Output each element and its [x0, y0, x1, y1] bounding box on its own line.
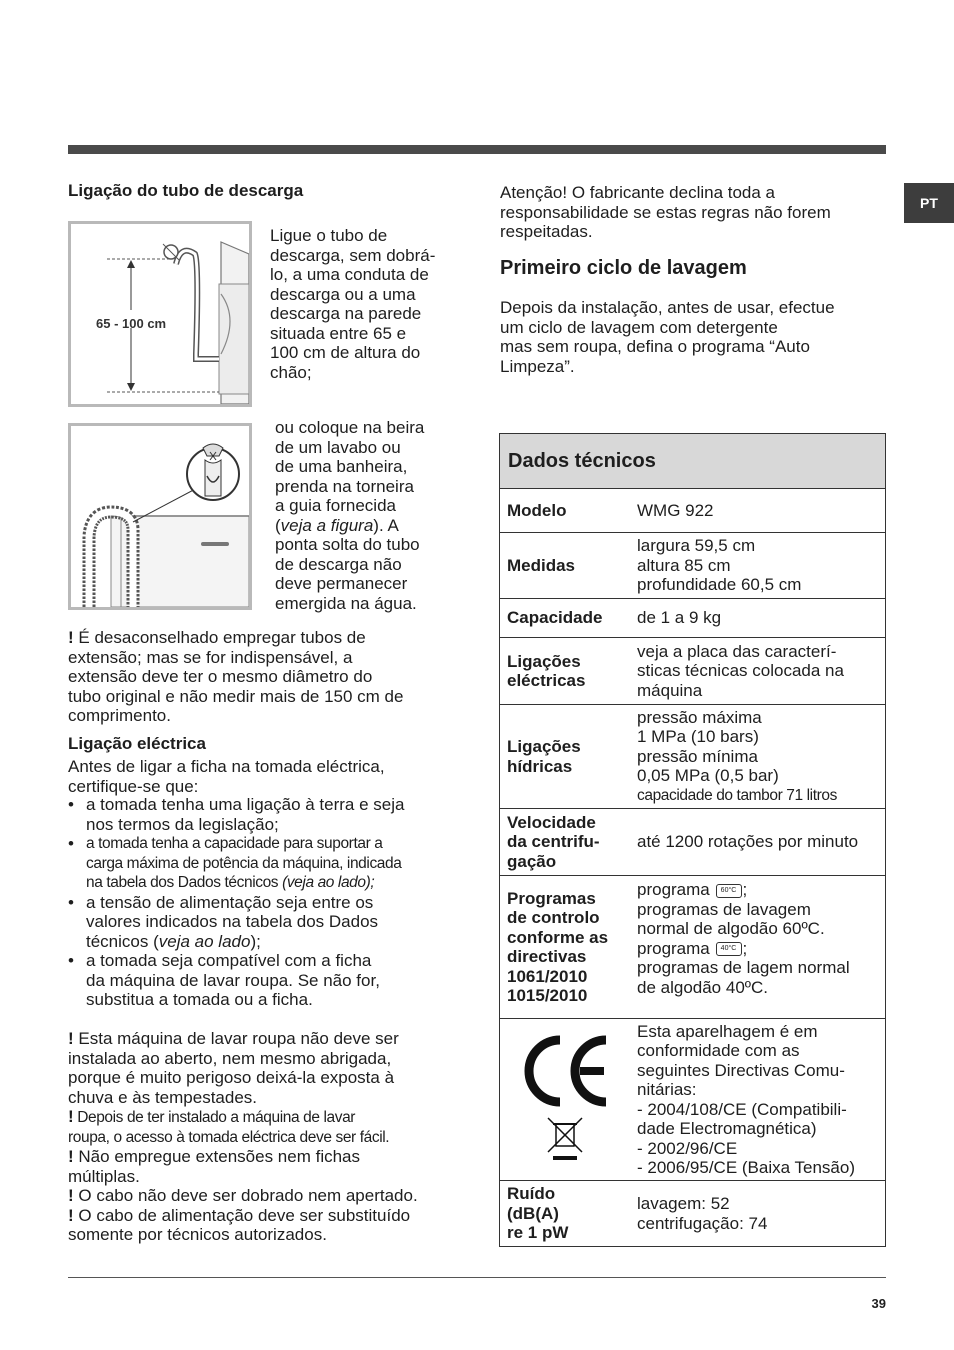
table-row — [500, 876, 886, 1019]
text-line: Ligue o tubo de — [270, 226, 388, 245]
text-line: Ligações — [507, 737, 581, 756]
text-line: da centrifu- — [507, 832, 600, 852]
text-line: Velocidade — [507, 812, 596, 832]
noise-label — [500, 1181, 630, 1247]
text-line: eléctricas — [507, 671, 586, 690]
text-line: gação — [507, 851, 557, 871]
text-line: re 1 pW — [507, 1223, 569, 1243]
text-span: Não empregue extensões nem fichas — [78, 1147, 361, 1166]
drain-paragraph-2 — [275, 418, 460, 613]
table-row — [500, 1019, 886, 1181]
text-line: comprimento. — [68, 706, 171, 725]
text-line: 1015/2010 — [507, 986, 588, 1005]
text-line: instalada ao aberto, nem mesmo abrigada, — [68, 1048, 392, 1068]
text-line: descarga na parede — [270, 304, 422, 323]
text-line: roupa, o acesso à tomada eléctrica deve ser fácil. — [68, 1128, 390, 1146]
text-line: ou coloque na beira — [275, 418, 425, 437]
text-line: descarga ou a uma — [270, 284, 416, 304]
text-line: a tomada seja compatível com a ficha — [86, 951, 372, 970]
electric-value — [629, 638, 886, 705]
text-line: responsabilidade se estas regras não forem — [500, 202, 831, 222]
text-line: um ciclo de lavagem com detergente — [500, 317, 778, 337]
text-line: profundidade 60,5 cm — [637, 575, 802, 595]
text-line: Limpeza”. — [500, 356, 575, 376]
text-line: tubo original e não medir mais de 150 cm de — [68, 686, 404, 706]
text-span: Esta máquina de lavar roupa não deve ser — [78, 1029, 399, 1048]
drain-wall-figure — [68, 221, 252, 407]
text-line: programas de lavagem — [637, 899, 811, 919]
bottom-rule — [68, 1277, 886, 1278]
text-line: de um lavabo ou — [275, 437, 401, 457]
list-item — [68, 834, 458, 893]
extension-warning — [68, 628, 458, 726]
text-line: normal de algodão 60ºC. — [637, 919, 825, 938]
bullet-dot: • — [68, 834, 74, 853]
model-label: Modelo — [500, 489, 630, 533]
text-line: - 2004/108/CE (Compatibili- — [637, 1099, 847, 1119]
text-line: situada entre 65 e — [270, 323, 407, 343]
text-line — [68, 1206, 458, 1226]
technical-data-table — [499, 433, 886, 1247]
text-line: pressão mínima — [637, 746, 758, 766]
electric-intro — [68, 757, 458, 796]
bullet-dot: • — [68, 892, 74, 912]
bullet-dot: • — [68, 795, 74, 814]
table-row — [500, 1181, 886, 1247]
text-line: (dB(A) — [507, 1203, 559, 1223]
model-value: WMG 922 — [629, 489, 886, 533]
text-line — [637, 939, 877, 959]
first-cycle-heading: Primeiro ciclo de lavagem — [500, 257, 747, 279]
warning-mark: ! — [68, 628, 74, 647]
text-span: ); — [250, 931, 261, 951]
text-line: Ruído — [507, 1184, 556, 1204]
warning-mark: ! — [68, 1029, 74, 1048]
drain-section — [68, 180, 458, 202]
text-line: altura 85 cm — [637, 555, 731, 575]
sink-hook-illustration — [71, 426, 249, 607]
text-span: programa — [637, 938, 710, 958]
text-line: Ligações — [507, 651, 581, 671]
electric-heading: Ligação eléctrica — [68, 734, 206, 753]
text-line: Programas — [507, 888, 596, 908]
text-line — [68, 1107, 458, 1128]
bullet-dot: • — [68, 951, 74, 970]
language-tab: PT — [904, 183, 954, 223]
ce-compliance-text — [629, 1019, 886, 1181]
table-row — [500, 599, 886, 638]
text-line: carga máxima de potência da máquina, indicada — [86, 854, 402, 872]
text-line: Atenção! O fabricante declina toda a — [500, 183, 776, 202]
see-side-ref: (veja ao lado); — [282, 874, 375, 891]
text-line — [86, 873, 458, 893]
text-line: largura 59,5 cm — [637, 536, 756, 556]
list-item — [68, 951, 458, 1010]
see-side-ref: veja ao lado — [158, 931, 251, 951]
table-header-row — [500, 434, 886, 489]
text-line: deve permanecer — [275, 574, 408, 593]
spin-value: até 1200 rotações por minuto — [629, 809, 886, 876]
text-line — [275, 516, 460, 536]
text-line: 1061/2010 — [507, 966, 588, 986]
table-row — [500, 533, 886, 599]
text-line: 100 cm de altura do — [270, 343, 421, 362]
text-line — [68, 628, 458, 648]
text-line: extensão deve ter o mesmo diâmetro do — [68, 667, 373, 686]
text-line: seguintes Directivas Comu- — [637, 1060, 845, 1080]
text-line: de algodão 40ºC. — [637, 977, 768, 997]
text-line: extensão; mas se for indispensável, a — [68, 647, 353, 667]
text-line: a tomada tenha a capacidade para suportar a — [86, 835, 383, 852]
water-label — [500, 705, 630, 809]
text-line: conforme as — [507, 927, 609, 947]
paren: ( — [275, 515, 281, 535]
table-title: Dados técnicos — [500, 434, 886, 489]
text-line: sticas técnicas colocada na — [637, 661, 844, 681]
text-span: Depois de ter instalado a máquina de lavar — [77, 1109, 356, 1126]
sink-hook-figure — [68, 423, 252, 610]
text-line: - 2006/95/CE (Baixa Tensão) — [637, 1158, 855, 1177]
text-line: directivas — [507, 947, 587, 966]
text-line: 1 MPa (10 bars) — [637, 727, 759, 747]
drain-heading: Ligação do tubo de descarga — [68, 181, 304, 200]
paren: ). A — [373, 515, 399, 535]
text-line: veja a placa das caracterí- — [637, 641, 837, 661]
text-line: programas de lagem normal — [637, 958, 850, 977]
text-line: Antes de ligar a ficha na tomada eléctrica, — [68, 757, 385, 776]
text-line — [68, 1147, 458, 1167]
text-line: porque é muito perigoso deixá-la exposta à — [68, 1068, 395, 1087]
text-line: centrifugação: 74 — [637, 1213, 768, 1233]
text-span: É desaconselhado empregar tubos de — [78, 628, 366, 647]
electric-checklist — [68, 795, 458, 1010]
text-line — [637, 880, 877, 900]
ce-mark-cell — [500, 1019, 630, 1181]
text-line: lo, a uma conduta de — [270, 265, 429, 284]
text-span: na tabela dos Dados técnicos — [86, 874, 283, 891]
table-row — [500, 638, 886, 705]
text-line: da máquina de lavar roupa. Se não for, — [86, 970, 380, 990]
text-line — [68, 1029, 458, 1049]
warning-mark: ! — [68, 1107, 74, 1126]
warning-mark: ! — [68, 1147, 74, 1166]
text-line: de controlo — [507, 908, 600, 927]
table-row — [500, 705, 886, 809]
text-line: 0,05 MPa (0,5 bar) — [637, 766, 779, 786]
text-line: chuva e às tempestades. — [68, 1087, 258, 1107]
text-line: a tomada tenha uma ligação à terra e seja — [86, 795, 405, 814]
text-line — [68, 1186, 458, 1206]
top-rule — [68, 145, 886, 154]
text-line: a tensão de alimentação seja entre os — [86, 892, 374, 912]
text-span: ; — [742, 938, 748, 958]
text-span: O cabo não deve ser dobrado nem apertado. — [78, 1186, 418, 1205]
list-item — [68, 893, 458, 952]
text-line: valores indicados na tabela dos Dados — [86, 912, 379, 931]
text-span: ; — [742, 880, 748, 899]
drain-height-label: 65 - 100 cm — [96, 316, 167, 331]
text-line: chão; — [270, 362, 312, 382]
capacity-label: Capacidade — [500, 599, 630, 638]
list-item — [68, 795, 458, 834]
text-line: descarga, sem dobrá- — [270, 245, 436, 265]
table-row — [500, 809, 886, 876]
text-line: mas sem roupa, defina o programa “Auto — [500, 337, 810, 356]
noise-value — [629, 1181, 886, 1247]
text-line: respeitadas. — [500, 222, 593, 241]
text-line: de uma banheira, — [275, 457, 408, 476]
text-line: ponta solta do tubo — [275, 535, 420, 554]
text-line: múltiplas. — [68, 1166, 140, 1186]
program-40-icon: 40°C — [716, 942, 742, 956]
text-line: máquina — [637, 680, 703, 700]
text-line: capacidade do tambor 71 litros — [637, 786, 837, 804]
text-line: somente por técnicos autorizados. — [68, 1225, 327, 1244]
text-line: prenda na torneira — [275, 476, 414, 496]
text-line: Depois da instalação, antes de usar, efectue — [500, 298, 835, 317]
text-line: substitua a tomada ou a ficha. — [86, 990, 313, 1009]
capacity-value: de 1 a 9 kg — [629, 599, 886, 638]
text-line: dade Electromagnética) — [637, 1119, 817, 1138]
page-number: 39 — [871, 1296, 886, 1311]
drain-wall-illustration — [71, 224, 249, 404]
text-line: hídricas — [507, 756, 573, 776]
text-line: certifique-se que: — [68, 776, 199, 796]
program-60-icon: 60°C — [716, 884, 742, 898]
ce-mark-icon — [518, 1032, 614, 1162]
warning-mark: ! — [68, 1186, 74, 1205]
dimensions-value — [629, 533, 886, 599]
text-span: programa — [637, 880, 710, 899]
text-line: lavagem: 52 — [637, 1194, 730, 1213]
text-line: nitárias: — [637, 1080, 697, 1099]
safety-warnings — [68, 1029, 458, 1245]
programs-label — [500, 876, 630, 1019]
text-span: técnicos ( — [86, 931, 159, 951]
text-line: de descarga não — [275, 554, 402, 574]
warning-mark: ! — [68, 1205, 74, 1225]
text-line: - 2002/96/CE — [637, 1138, 738, 1158]
weee-bin-icon — [548, 1118, 582, 1160]
water-value — [629, 705, 886, 809]
first-cycle-text — [500, 298, 880, 376]
text-line: nos termos da legislação; — [86, 814, 279, 834]
electric-label — [500, 638, 630, 705]
dimensions-label: Medidas — [500, 533, 630, 599]
spin-label — [500, 809, 630, 876]
manufacturer-disclaimer — [500, 183, 880, 242]
see-figure-ref: veja a figura — [280, 515, 374, 535]
text-line: a guia fornecida — [275, 496, 396, 515]
programs-value — [629, 876, 886, 1019]
drain-paragraph-1 — [270, 226, 460, 382]
text-line: Esta aparelhagem é em — [637, 1021, 818, 1041]
text-line: pressão máxima — [637, 707, 762, 727]
text-span: O cabo de alimentação deve ser substituído — [78, 1205, 411, 1225]
text-line: emergida na água. — [275, 593, 417, 613]
text-line — [86, 932, 458, 952]
table-row — [500, 489, 886, 533]
text-line: conformidade com as — [637, 1041, 800, 1060]
